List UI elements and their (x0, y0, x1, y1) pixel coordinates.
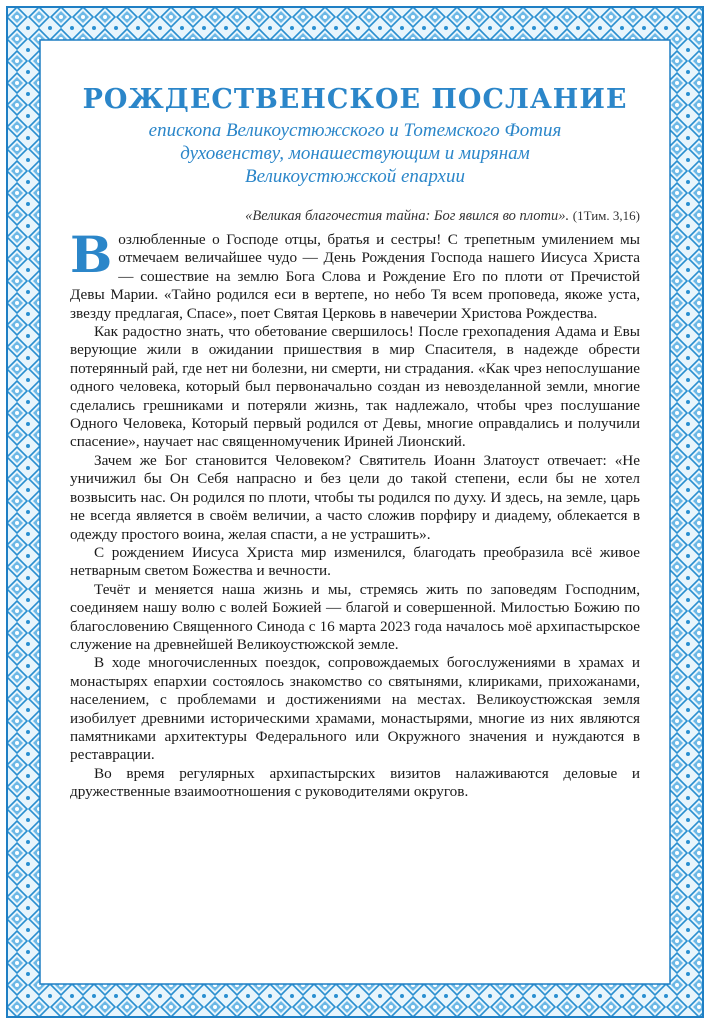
paragraph: Во время регулярных архипастырских визитов налаживаются деловые и дружественные взаимоотношения с руководителями округов. (70, 764, 640, 801)
paragraph: Как радостно знать, что обетование свершилось! После грехопадения Адама и Евы верующие жили в ожидании пришествия в мир Спасителя, в надежде обрести потерянный рай, где нет ни болезни, ни смерти, ни страдания. «Как чрез непослушание одного человека, который был первоначально создан из невозделанной земли, многие сделались грешниками и потеряли жизнь, так надлежало, чтобы чрез послушание Одного Человека, Который первый родился от Девы, многие оправдались и получили спасение», научает нас священномученик Ириней Лионский. (70, 323, 640, 451)
subtitle-line: епископа Великоустюжского и Тотемского Фотия (148, 120, 562, 141)
paragraph-text: озлюбленные о Господе отцы, братья и сестры! С трепетным умилением мы отмечаем величайшее чудо — День Рождения Господа нашего Иисуса Христа — сошествие на землю Бога Слова и Рождение Его по плоти от Пречистой Девы Марии. «Тайно родился еси в вертепе, но небо Тя всем проповеда, якоже уста, звезду предлагая, Спасе», поет Святая Церковь в навечерии Христова Рождества. (70, 231, 640, 322)
letter-content (70, 84, 640, 802)
paragraph: В ходе многочисленных поездок, сопровождаемых богослужениями в храмах и монастырях епархии состоялось знакомство со святынями, клириками, прихожанами, населением, с проблемами и достижениями на местах. Великоустюжская земля изобилует древними историческими храмами, монастырями, многие из них являются памятниками архитектуры Федерального или Окружного значения и нуждаются в реставрации. (70, 654, 640, 764)
subtitle-line: духовенству, монашествующим и мирянам (180, 143, 530, 164)
epigraph (70, 208, 640, 225)
paragraph: Зачем же Бог становится Человеком? Святитель Иоанн Златоуст отвечает: «Не уничижил бы Он Себя напрасно и без цели до такой степени, если бы не хотел возвысить нас. Он родился по плоти, чтобы ты родился по духу. И здесь, на земле, царь не всегда является в своём величии, а часто сложив порфиру и диадему, облекается в одежду простого воина, желая спасти, а не устрашить». (70, 451, 640, 543)
letter-body (70, 225, 640, 802)
drop-cap-letter: В (70, 225, 113, 284)
paragraph: С рождением Иисуса Христа мир изменился, благодать преобразила всё живое нетварным светом Божества и вечности. (70, 543, 640, 580)
subtitle-line: Великоустюжской епархии (245, 166, 465, 187)
paragraph (70, 225, 640, 323)
letter-title: РОЖДЕСТВЕНСКОЕ ПОСЛАНИЕ (82, 84, 628, 115)
paragraph: Течёт и меняется наша жизнь и мы, стремясь жить по заповедям Господним, соединяем нашу волю с волей Божией — благой и совершенной. Милостью Божию по благословению Священного Синода с 16 марта 2023 года началось моё архипастырское служение на древнейшей Великоустюжской земле. (70, 580, 640, 653)
epigraph-text: «Великая благочестия тайна: Бог явился во плоти». (245, 208, 570, 224)
epigraph-reference: (1Тим. 3,16) (572, 208, 640, 223)
